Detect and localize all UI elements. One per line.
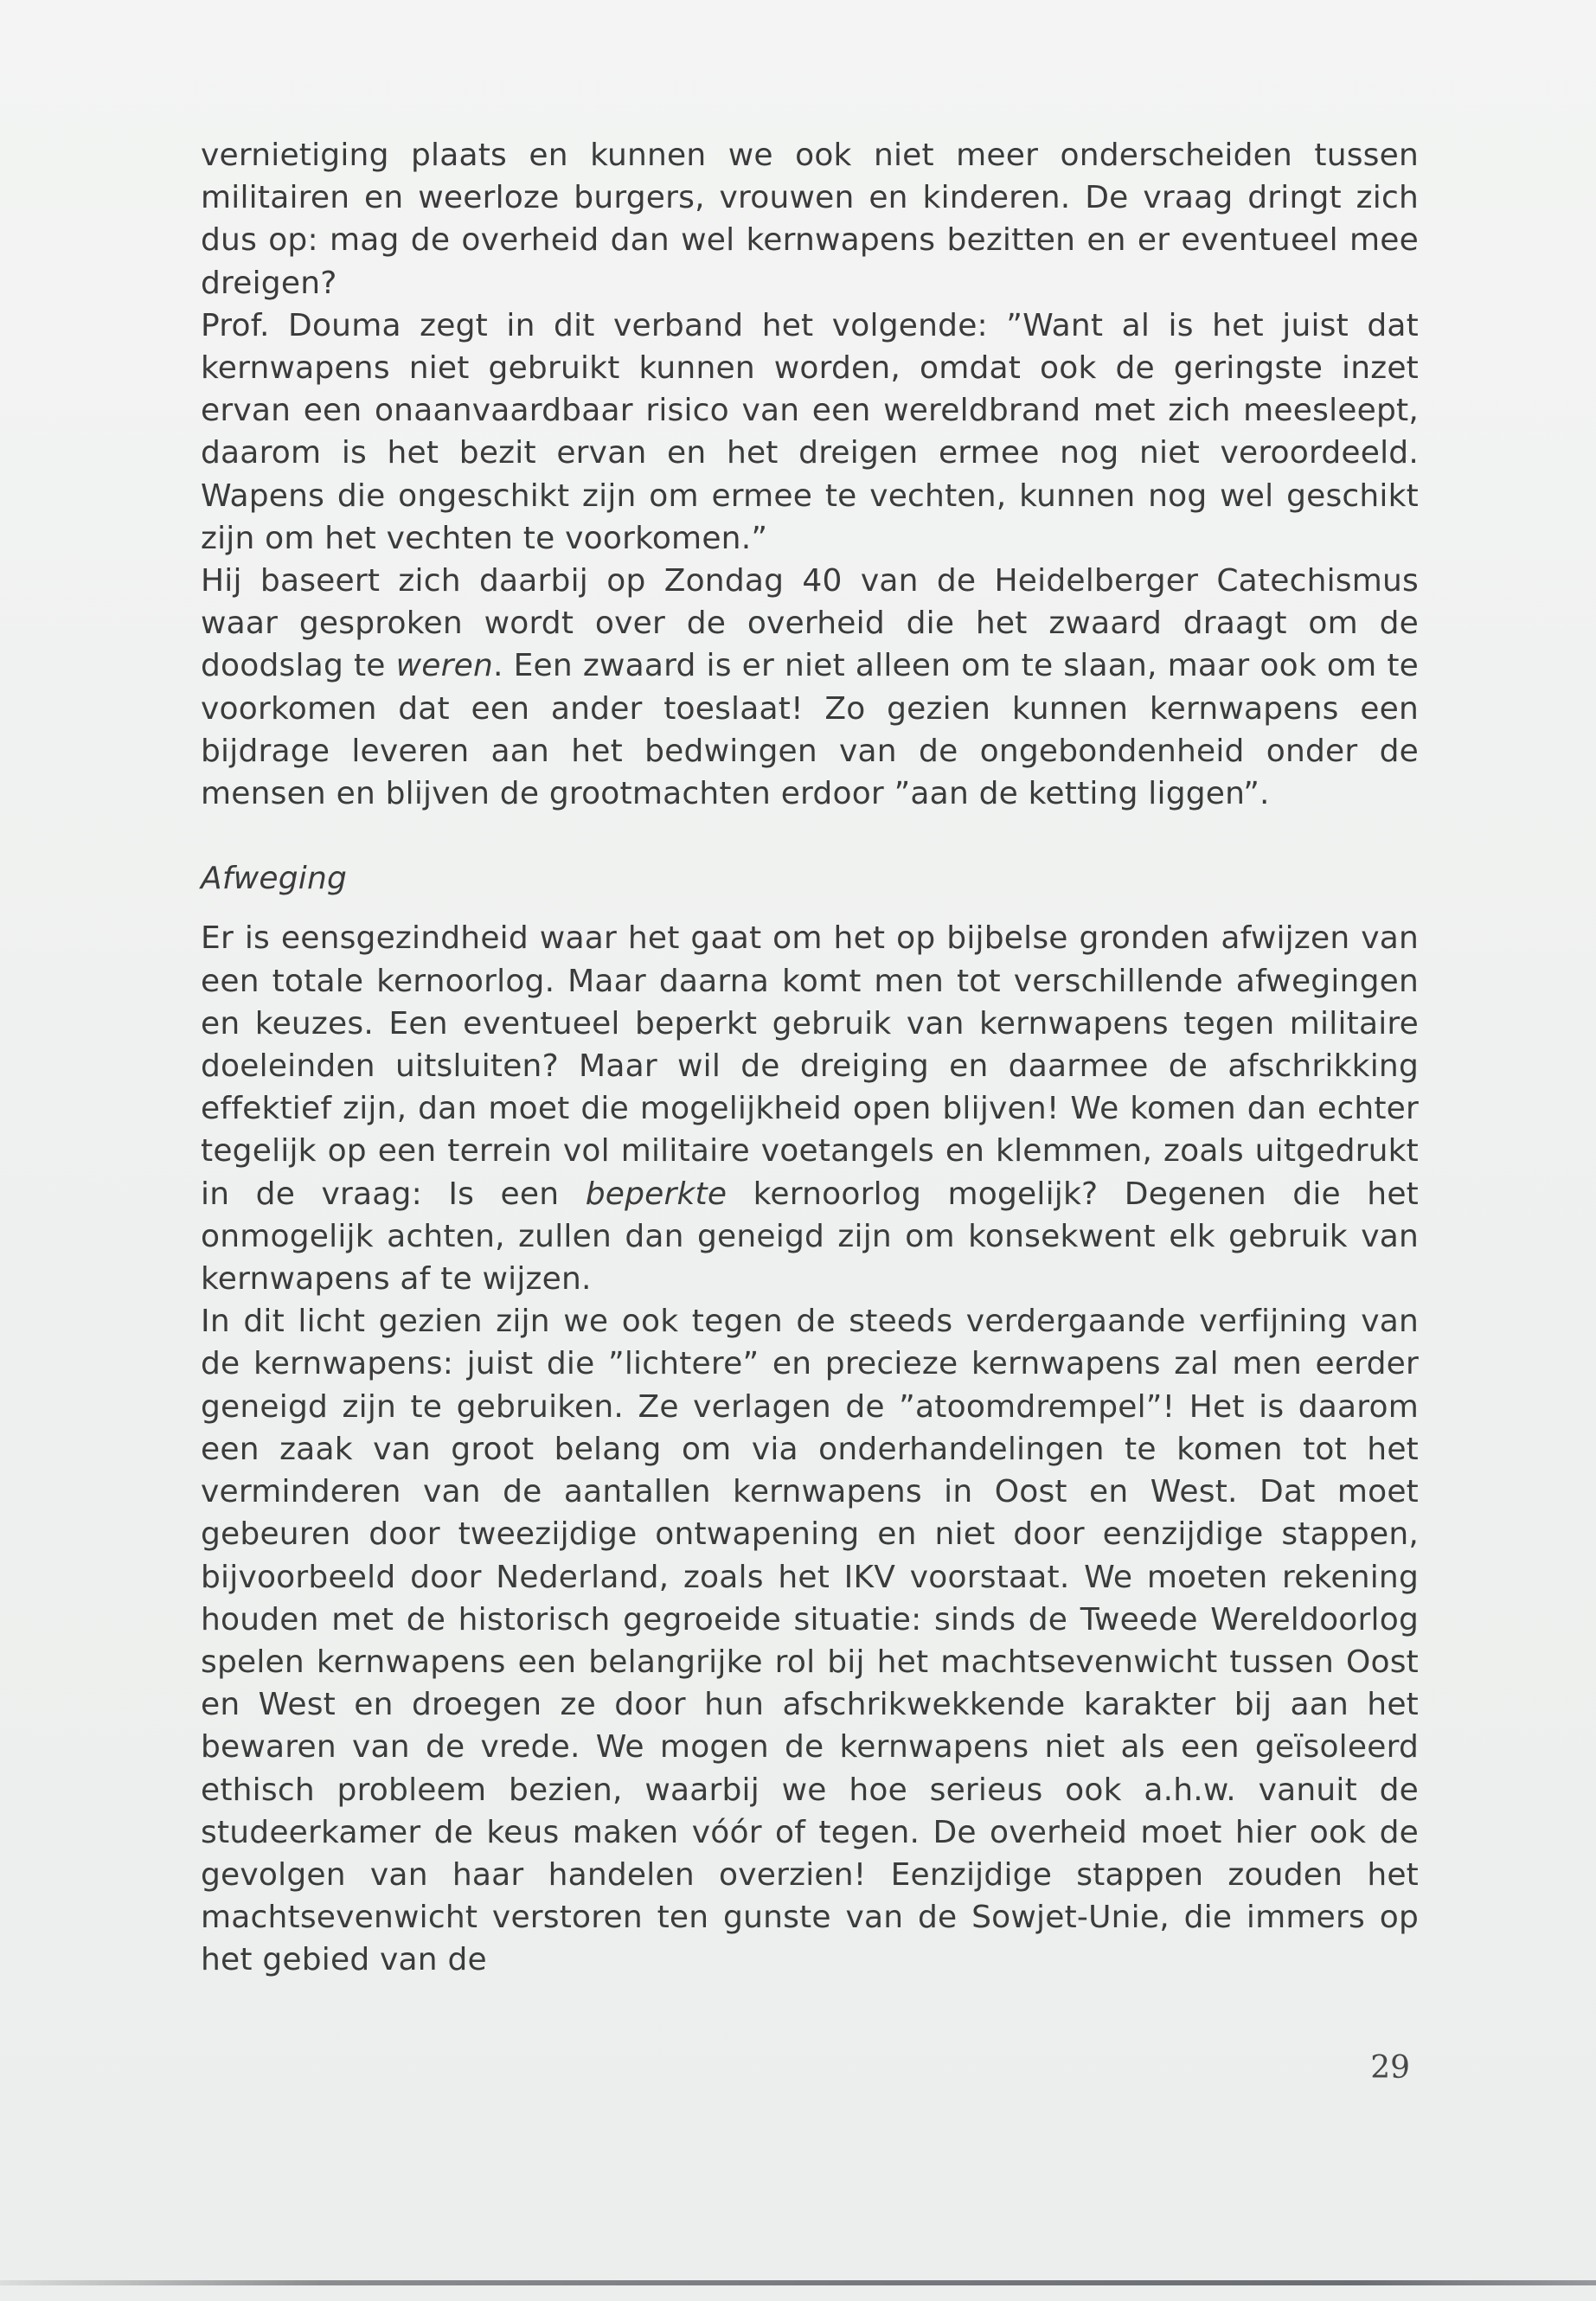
paragraph-eensgezindheid-text-1: Er is eensgezindheid waar het gaat om het op bijbelse gronden afwijzen van een totale kernoorlog. Maar daarna komt men tot verschillende afwegingen en keuzes. Een eventueel beperkt gebruik van kernwapens tegen militaire doeleinden uitsluiten? Maar wil de dreiging en daarmee de afschrikking effektief zijn, dan moet die mogelijkheid open blijven! We komen dan echter tegelijk op een terrein vol militaire voetangels en klemmen, zoals uitgedrukt in de vraag: Is een [201, 920, 1419, 1212]
paragraph-douma-quote: Prof. Douma zegt in dit verband het volgende: ”Want al is het juist dat kernwapens niet gebruikt kunnen worden, omdat ook de geringste inzet ervan een onaanvaardbaar risico van een wereldbrand met zich meesleept, daarom is het bezit ervan en het dreigen ermee nog niet veroordeeld. Wapens die ongeschikt zijn om ermee te vechten, kunnen nog wel geschikt zijn om het vechten te voorkomen.” [201, 307, 1419, 556]
emphasis-weren: weren [395, 648, 493, 684]
paragraph-eensgezindheid-text-2: kernoorlog mogelijk? Degenen die het onmogelijk achten, zullen dan geneigd zijn om konsekwent elk gebruik van kernwapens af te wijzen. [201, 1176, 1419, 1298]
emphasis-beperkte: beperkte [585, 1176, 727, 1212]
section-heading-afweging: Afweging [201, 861, 348, 897]
paragraph-eensgezindheid [201, 917, 1419, 1300]
page-number: 29 [1370, 2050, 1410, 2086]
paragraph-heidelberger-text-2: . Een zwaard is er niet alleen om te slaan, maar ook om te voorkomen dat een ander toeslaat! Zo gezien kunnen kernwapens een bijdrage leveren aan het bedwingen van de ongebondenheid onder de mensen en blijven de grootmachten erdoor ”aan de ketting liggen”. [201, 648, 1419, 812]
body-text [201, 134, 1419, 1982]
paragraph-heidelberger [201, 560, 1419, 815]
scan-edge-shadow [0, 2280, 1596, 2285]
paragraph-vernietiging: vernietiging plaats en kunnen we ook niet meer onderscheiden tussen militairen en weerloze burgers, vrouwen en kinderen. De vraag dringt zich dus op: mag de overheid dan wel kernwapens bezitten en er eventueel mee dreigen? [201, 138, 1419, 301]
paragraph-heidelberger-text-1: Hij baseert zich daarbij op Zondag 40 van de Heidelberger Catechismus waar gesproken wordt over de overheid die het zwaard draagt om de doodslag te [201, 563, 1419, 684]
paragraph-verfijning: In dit licht gezien zijn we ook tegen de steeds verdergaande verfijning van de kernwapens: juist die ”lichtere” en precieze kernwapens zal men eerder geneigd zijn te gebruiken. Ze verlagen de ”atoomdrempel”! Het is daarom een zaak van groot belang om via onderhandelingen te komen tot het verminderen van de aantallen kernwapens in Oost en West. Dat moet gebeuren door tweezijdige ontwapening en niet door eenzijdige stappen, bijvoorbeeld door Nederland, zoals het IKV voorstaat. We moeten rekening houden met de historisch gegroeide situatie: sinds de Tweede Wereldoorlog spelen kernwapens een belangrijke rol bij het machtsevenwicht tussen Oost en West en droegen ze door hun afschrikwekkende karakter bij aan het bewaren van de vrede. We mogen de kernwapens niet als een geïsoleerd ethisch probleem bezien, waarbij we hoe serieus ook a.h.w. vanuit de studeerkamer de keus maken vóór of tegen. De overheid moet hier ook de gevolgen van haar handelen overzien! Eenzijdige stappen zouden het machtsevenwicht verstoren ten gunste van de Sowjet-Unie, die immers op het gebied van de [201, 1304, 1419, 1978]
